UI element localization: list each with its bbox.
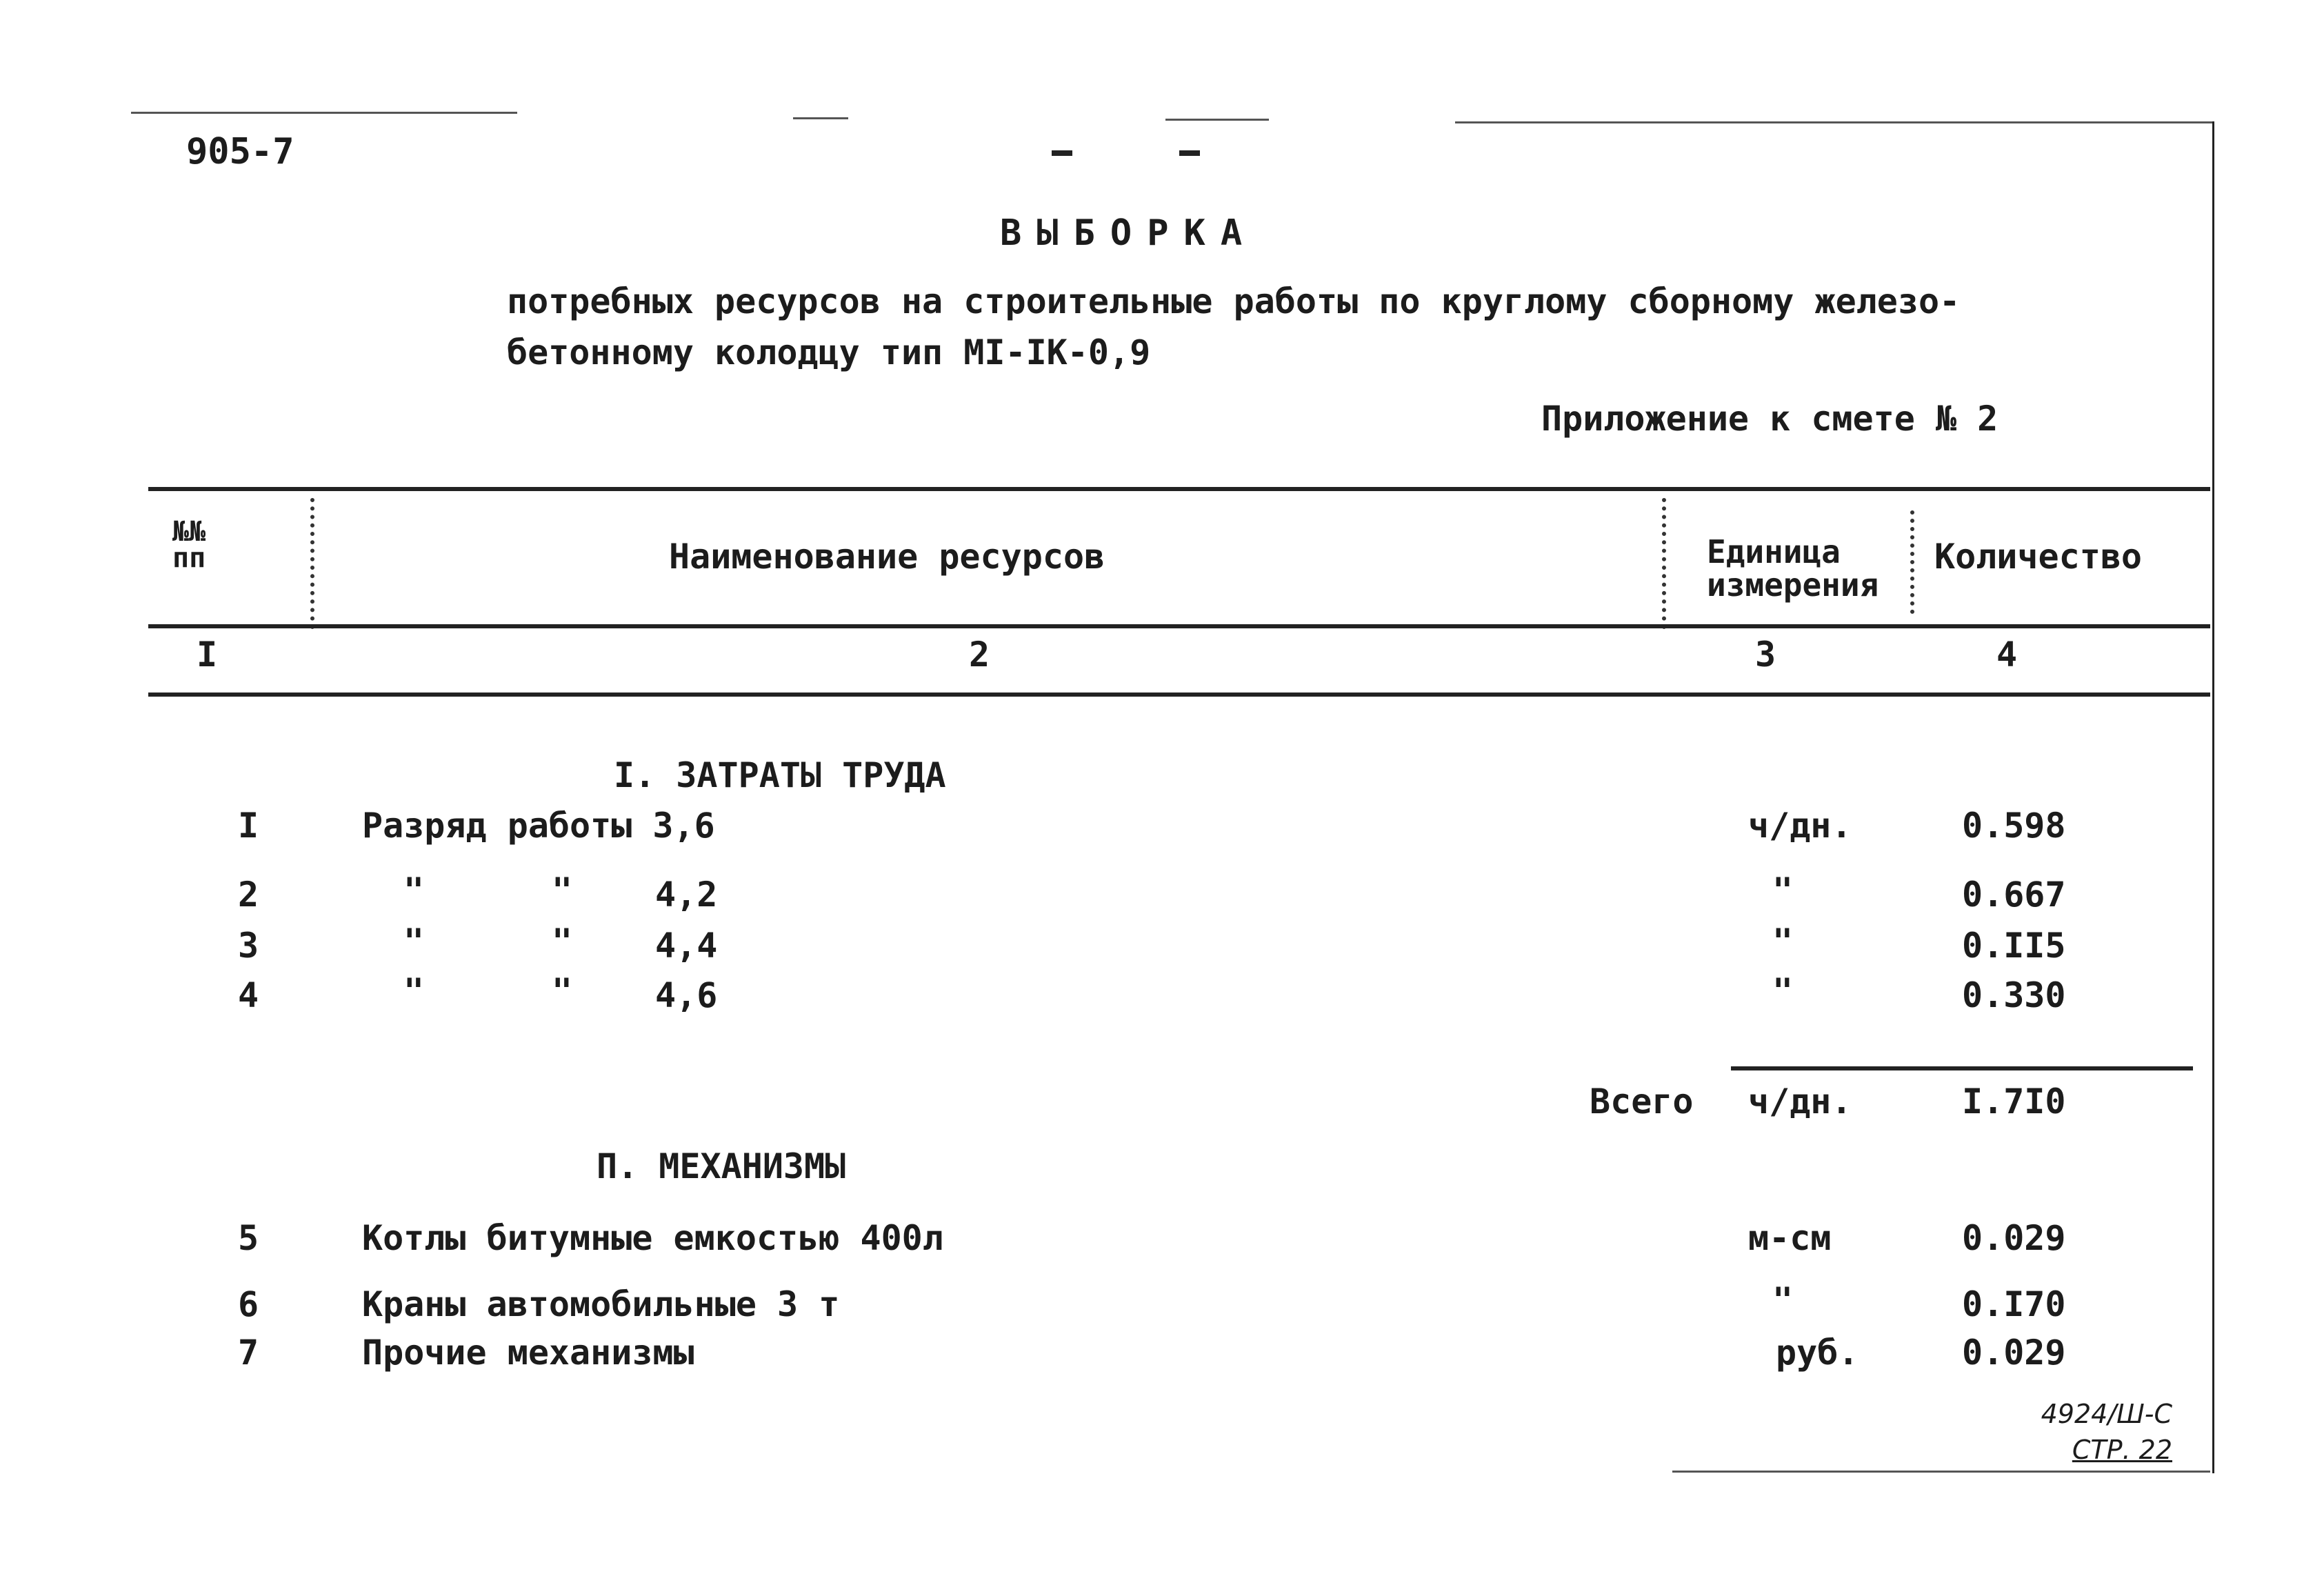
row-number: I [238, 806, 259, 846]
row-number: 6 [238, 1284, 259, 1324]
header-name: Наименование ресурсов [669, 537, 1105, 577]
row-number: 2 [238, 875, 259, 915]
unit: м-см [1748, 1218, 1832, 1258]
quantity: 0.II5 [1962, 926, 2066, 966]
total-label: Всего [1590, 1082, 1694, 1122]
bottom-border [1672, 1471, 2210, 1473]
resource-name: Котлы битумные емкостью 400л [362, 1218, 943, 1258]
unit: руб. [1776, 1333, 1859, 1373]
header-num: №№ пп [172, 516, 206, 574]
ditto-mark: " [552, 921, 573, 962]
total-unit: ч/дн. [1748, 1082, 1852, 1122]
grade: 4,6 [655, 975, 718, 1015]
quantity: 0.I70 [1962, 1284, 2066, 1324]
ditto-mark: " [403, 921, 425, 962]
quantity: 0.330 [1962, 975, 2066, 1015]
grade: 4,4 [655, 926, 718, 966]
row-number: 7 [238, 1333, 259, 1373]
col-sep-1 [310, 498, 314, 629]
top-border [1455, 121, 2214, 123]
numbers-bottom-rule [148, 693, 2210, 697]
table-top-rule [148, 487, 2210, 491]
row-number: 5 [238, 1218, 259, 1258]
doc-code: 905-7 [186, 131, 294, 172]
col-number-4: 4 [1996, 635, 2018, 675]
unit: " [1772, 921, 1794, 962]
row-number: 3 [238, 926, 259, 966]
total-rule [1731, 1066, 2193, 1070]
quantity: 0.667 [1962, 875, 2066, 915]
subtitle-line-2: бетонному колодцу тип МI-IK-0,9 [507, 332, 1151, 372]
col-number-3: 3 [1754, 635, 1776, 675]
col-number-2: 2 [968, 635, 990, 675]
ditto-mark: " [552, 971, 573, 1011]
col-sep-2 [1662, 498, 1666, 629]
resource-name: Разряд работы 3,6 [362, 806, 715, 846]
row-number: 4 [238, 975, 259, 1015]
header-qty: Количество [1934, 537, 2143, 577]
ditto-mark: " [403, 870, 425, 910]
quantity: 0.029 [1962, 1218, 2066, 1258]
top-border [793, 117, 848, 119]
appendix-label: Приложение к смете № 2 [1541, 399, 1999, 439]
unit: " [1772, 1280, 1794, 1320]
section-2-title: П. МЕХАНИЗМЫ [597, 1146, 846, 1186]
col-number-1: I [196, 635, 218, 675]
page-number: СТР. 22 [2072, 1435, 2172, 1465]
resource-name: Краны автомобильные 3 т [362, 1284, 840, 1324]
top-dash-mark [1052, 150, 1072, 156]
top-dash-mark [1179, 150, 1200, 156]
album-number: 4924/Ш-С [2041, 1399, 2172, 1429]
col-sep-3 [1910, 510, 1914, 614]
header-bottom-rule [148, 624, 2210, 628]
document-title: ВЫБОРКА [1000, 212, 1258, 254]
unit: " [1772, 870, 1794, 910]
resource-name: Прочие механизмы [362, 1333, 694, 1373]
top-border [131, 112, 517, 114]
ditto-mark: " [552, 870, 573, 910]
total-quantity: I.7I0 [1962, 1082, 2066, 1122]
subtitle-line-1: потребных ресурсов на строительные работы по круглому сборному железо- [507, 281, 1961, 321]
header-unit: Единица измерения [1707, 533, 1879, 604]
grade: 4,2 [655, 875, 718, 915]
top-border [1165, 119, 1269, 121]
section-1-title: I. ЗАТРАТЫ ТРУДА [614, 755, 946, 795]
quantity: 0.598 [1962, 806, 2066, 846]
quantity: 0.029 [1962, 1333, 2066, 1373]
unit: ч/дн. [1748, 806, 1852, 846]
ditto-mark: " [403, 971, 425, 1011]
unit: " [1772, 971, 1794, 1011]
right-border [2212, 121, 2214, 1473]
